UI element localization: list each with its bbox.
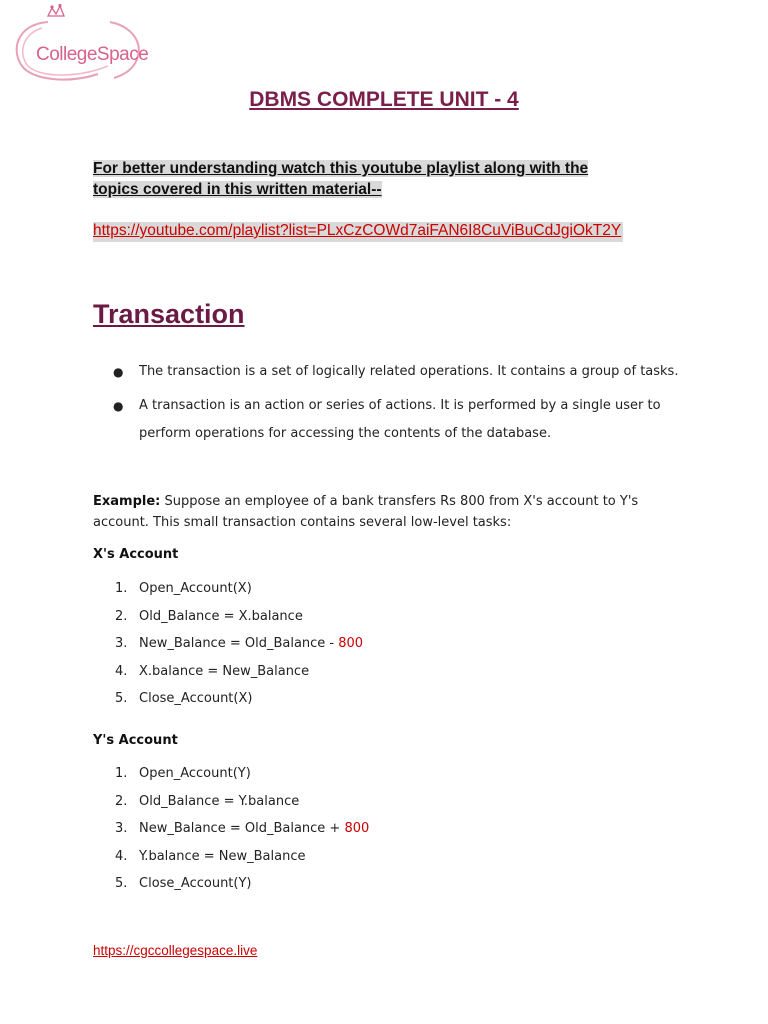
step-text: New_Balance = Old_Balance + [139, 821, 345, 837]
step-highlight: 800 [338, 636, 364, 652]
step-number: 1. [115, 766, 128, 781]
youtube-playlist-link[interactable]: https://youtube.com/playlist?list=PLxCzCOWd7aiFAN6I8CuViBuCdJgiOkT2Y [93, 222, 623, 242]
collegespace-logo [8, 4, 148, 86]
step-number: 3. [115, 821, 128, 837]
bullet-item [93, 392, 683, 448]
logo-text: CollegeSpace [36, 44, 149, 65]
step-number: 2. [115, 608, 128, 624]
bullet-item [93, 358, 683, 386]
step-number: 1. [115, 581, 128, 596]
step-text: Y.balance = New_Balance [139, 848, 306, 864]
step-number: 3. [115, 636, 128, 652]
list-item [93, 870, 369, 898]
list-item [93, 815, 369, 843]
section-title: Transaction [93, 299, 245, 329]
list-item [93, 630, 363, 658]
example-label: Example: [93, 494, 161, 509]
list-item [93, 843, 369, 871]
list-item [93, 603, 363, 631]
list-item [93, 658, 363, 686]
list-item [93, 685, 363, 713]
step-text: Close_Account(Y) [139, 876, 252, 892]
document-title: DBMS COMPLETE UNIT - 4 [249, 88, 519, 111]
y-account-heading: Y's Account [93, 733, 178, 748]
list-item [93, 788, 369, 816]
list-item [93, 760, 369, 788]
x-account-heading: X's Account [93, 547, 179, 562]
note-line-2: topics covered in this written material-- [93, 181, 382, 198]
step-text: Close_Account(X) [139, 691, 253, 707]
step-number: 2. [115, 793, 128, 809]
example-paragraph [93, 491, 683, 533]
transaction-bullet-list [93, 358, 683, 454]
step-text: Old_Balance = X.balance [139, 608, 303, 624]
playlist-note [93, 158, 653, 200]
step-highlight: 800 [344, 821, 370, 837]
list-item [93, 575, 363, 603]
step-text: Open_Account(X) [139, 581, 252, 596]
note-line-1: For better understanding watch this youtube playlist along with the [93, 160, 589, 177]
bullet-text: The transaction is a set of logically related operations. It contains a group of tasks. [139, 364, 679, 379]
x-account-steps [93, 575, 363, 713]
step-text: Old_Balance = Y.balance [139, 793, 300, 809]
bullet-dot-icon: ● [113, 399, 124, 413]
step-number: 4. [115, 663, 128, 679]
step-number: 4. [115, 848, 128, 864]
example-text: Suppose an employee of a bank transfers Rs 800 from X's account to Y's account. This small transaction contains several low-level tasks: [93, 494, 639, 530]
step-number: 5. [115, 876, 128, 892]
bullet-dot-icon: ● [113, 365, 124, 379]
bullet-text: A transaction is an action or series of actions. It is performed by a single user to perform operations for accessing the contents of the database. [139, 398, 661, 441]
y-account-steps [93, 760, 369, 898]
step-text: Open_Account(Y) [139, 766, 251, 781]
footer-website-link[interactable]: https://cgccollegespace.live [93, 943, 258, 958]
step-text: New_Balance = Old_Balance - [139, 636, 339, 652]
step-number: 5. [115, 691, 128, 707]
step-text: X.balance = New_Balance [139, 663, 310, 679]
